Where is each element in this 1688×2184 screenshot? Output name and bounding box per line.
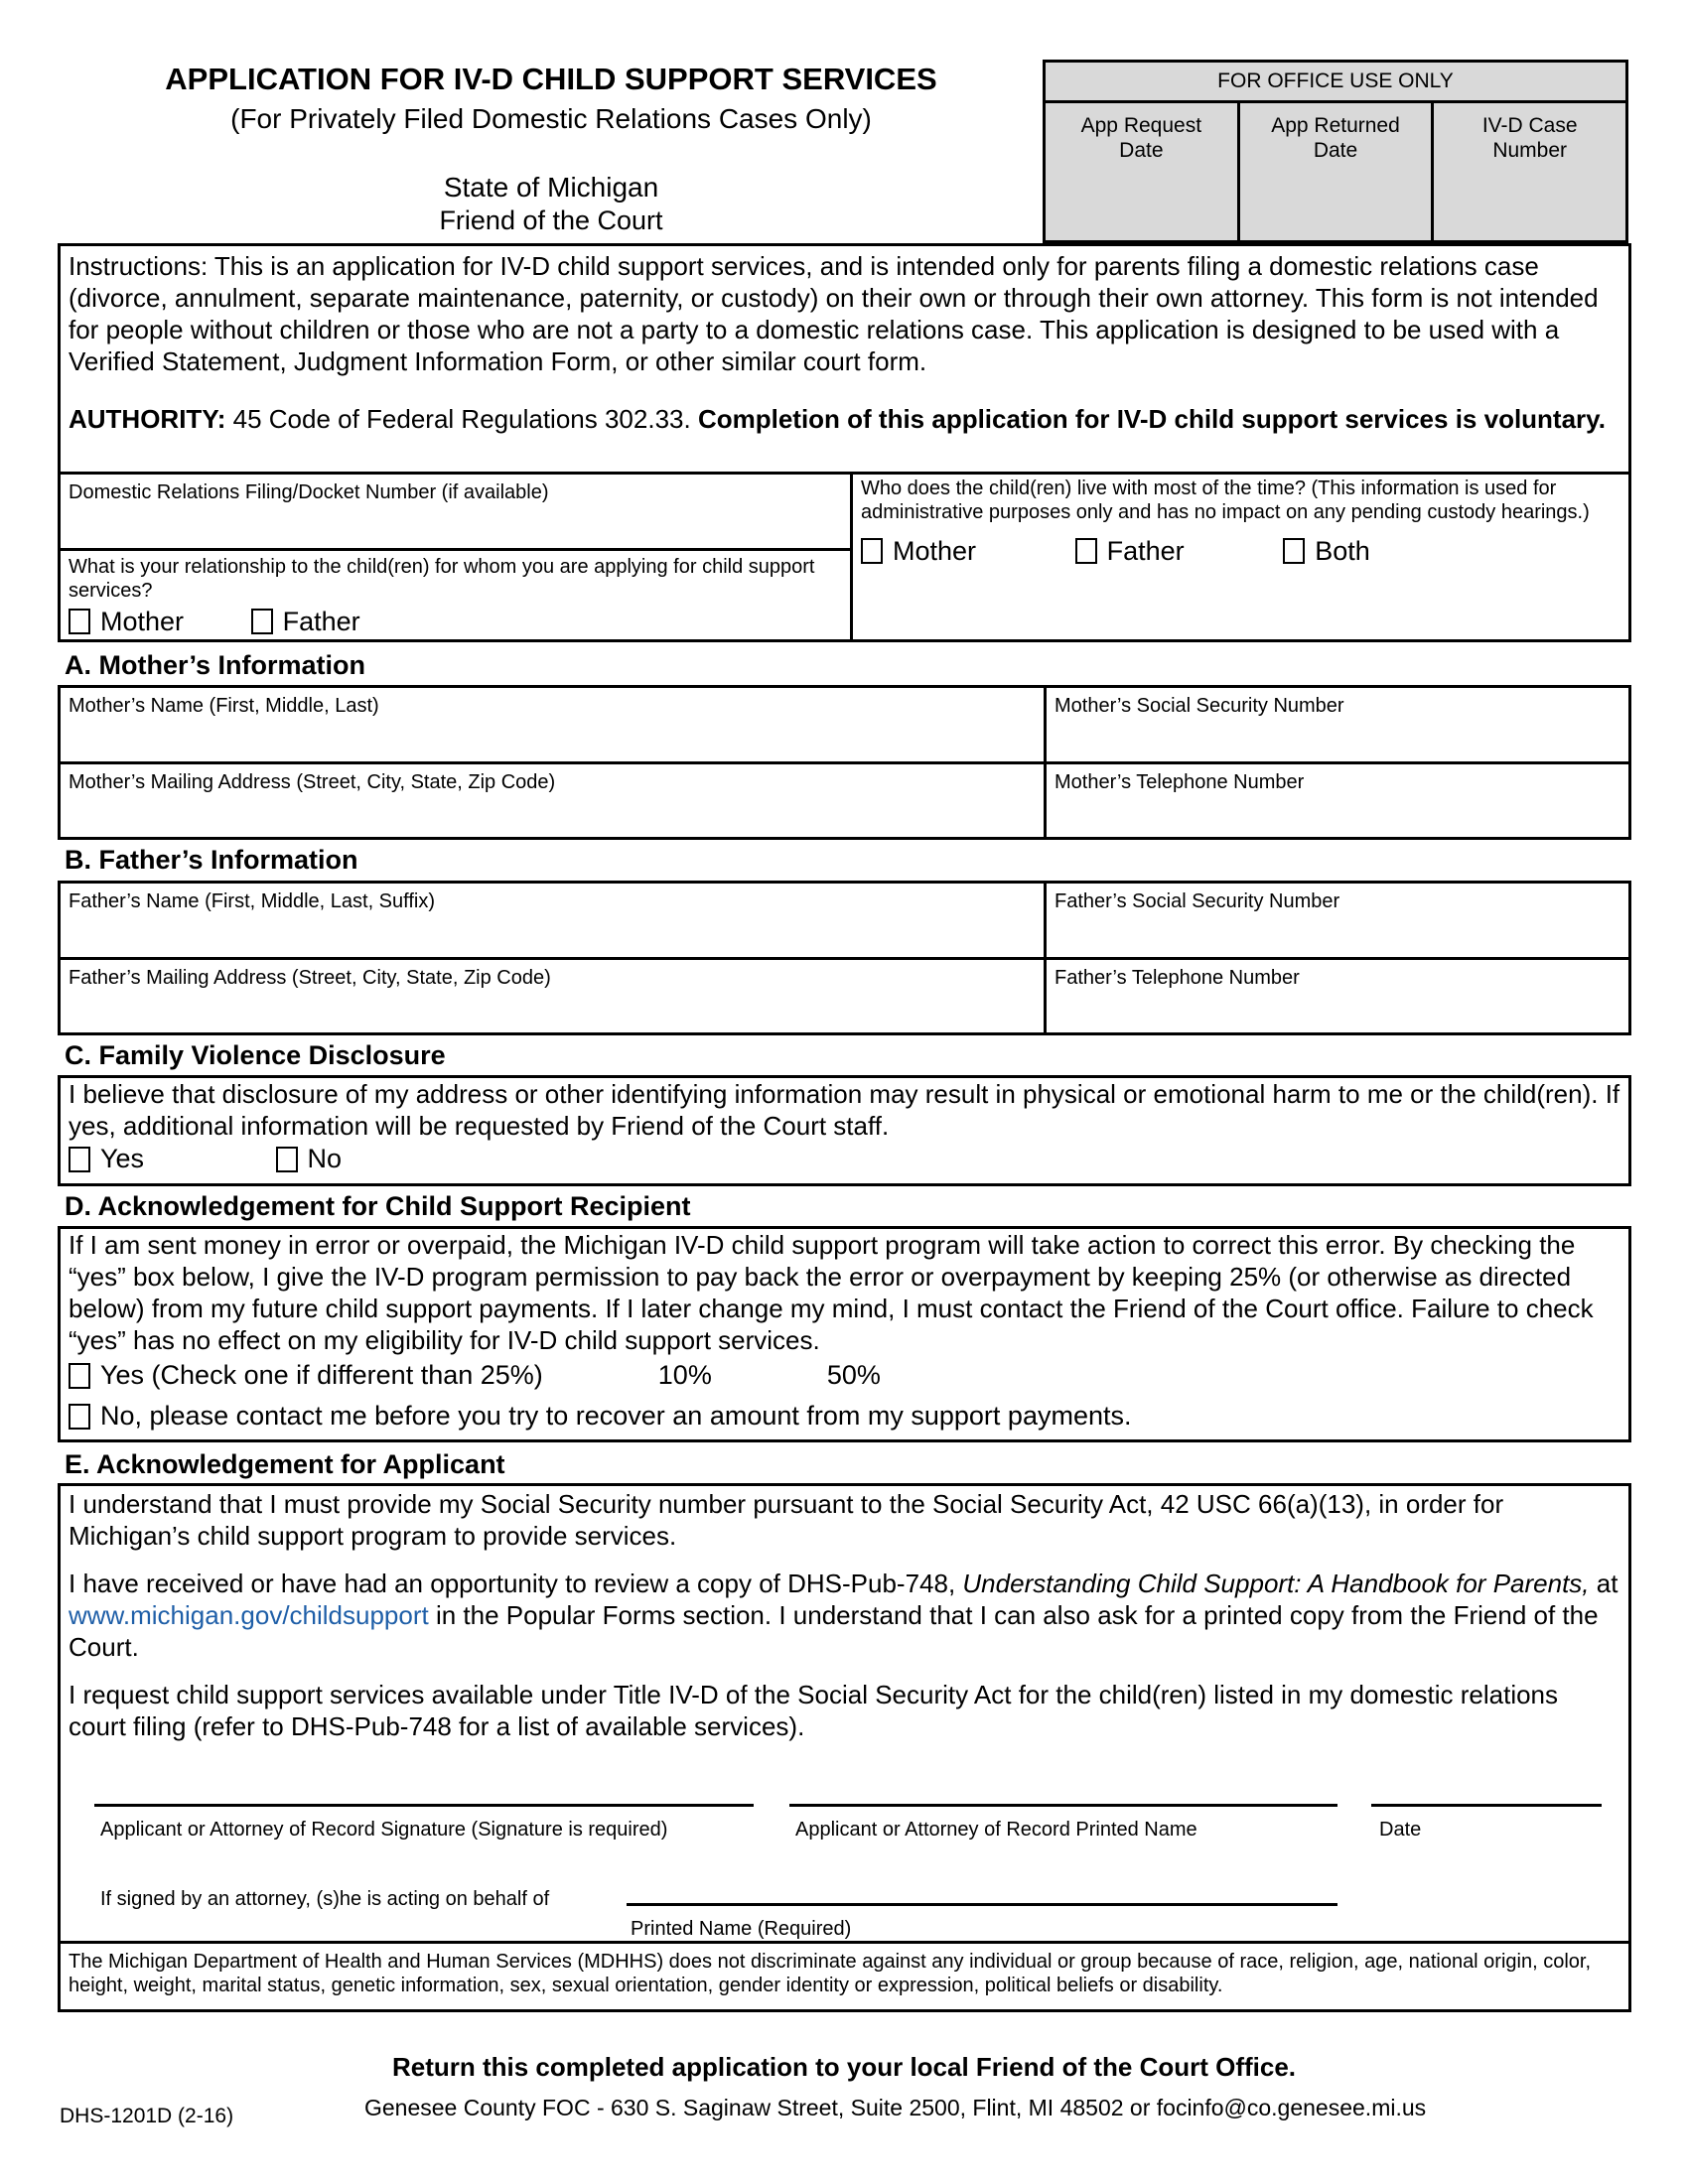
handbook-title: Understanding Child Support: A Handbook for Parents, [962,1569,1590,1598]
ivd-case-number-field[interactable] [1434,103,1625,243]
foc-address: Genesee County FOC - 630 S. Saginaw Street, Suite 2500, Flint, MI 48502 or focinfo@co.genesee.mi.us [364,2095,1427,2120]
mother-address-field[interactable] [61,764,1044,837]
father-ssn-label: Father’s Social Security Number [1055,890,1340,912]
lives-with-question-text: Who does the child(ren) live with most of the time? (This information is used for administrative purposes only and has no impact on any pending custody hearings.) [861,478,1590,523]
checkbox-icon[interactable] [69,1363,90,1389]
recoup-no-checkbox[interactable] [69,1401,1132,1432]
nondiscrimination-box [58,1941,1631,2012]
option-label: Yes (Check one if different than 25%) [100,1360,543,1390]
app-request-date-field[interactable] [1046,103,1240,243]
mother-phone-label: Mother’s Telephone Number [1055,771,1305,793]
lives-with-father-checkbox[interactable] [1075,538,1185,564]
lives-with-question [853,475,1627,639]
return-instruction: Return this completed application to your local Friend of the Court Office. [391,2052,1297,2082]
instructions-box [58,243,1631,475]
father-address-label: Father’s Mailing Address (Street, City, State, Zip Code) [69,967,551,989]
behalf-printed-label: Printed Name (Required) [631,1918,852,1940]
checkbox-icon[interactable] [69,1404,90,1430]
authority-label: AUTHORITY: [69,404,226,434]
form-id: DHS-1201D (2-16) [60,2105,234,2127]
father-phone-field[interactable] [1047,960,1627,1032]
option-label: Mother [893,536,977,566]
office-use-box [1043,60,1628,243]
lives-with-both-checkbox[interactable] [1283,538,1370,564]
mother-ssn-label: Mother’s Social Security Number [1055,695,1344,717]
section-a-heading: A. Mother’s Information [65,650,365,680]
relationship-mother-checkbox[interactable] [69,609,184,634]
option-label: Both [1315,536,1370,566]
case-number-label-2: Number [1492,139,1568,162]
option-label: Mother [100,607,185,636]
signature-line[interactable] [94,1804,754,1807]
violence-no-checkbox[interactable] [276,1144,343,1174]
form-title: APPLICATION FOR IV-D CHILD SUPPORT SERVICES [165,62,937,96]
checkbox-icon[interactable] [251,609,273,634]
mother-name-label: Mother’s Name (First, Middle, Last) [69,695,379,717]
printed-name-label: Applicant or Attorney of Record Printed Name [795,1819,1197,1841]
recoup-yes-checkbox[interactable] [69,1360,543,1391]
app-returned-label-2: Date [1313,139,1358,162]
authority-citation: 45 Code of Federal Regulations 302.33. [225,404,698,434]
section-d-heading: D. Acknowledgement for Child Support Recipient [65,1191,691,1221]
checkbox-icon[interactable] [276,1147,298,1172]
app-returned-label: App Returned [1271,114,1400,137]
checkbox-icon[interactable] [69,1147,90,1172]
form-subtitle: (For Privately Filed Domestic Relations Cases Only) [230,103,872,134]
applicant-ack-box [58,1483,1631,1944]
father-name-label: Father’s Name (First, Middle, Last, Suffix) [69,890,436,912]
mother-info-box [58,685,1631,840]
ssn-ack-text: I understand that I must provide my Social Security number pursuant to the Social Security Act, 42 USC 66(a)(13), in order for Michigan’s child support program to provide services. [69,1489,1504,1551]
pct-10-option[interactable]: 10% [657,1360,712,1390]
mother-ssn-field[interactable] [1047,688,1627,761]
authority-text [69,403,1620,435]
option-label: Father [282,607,360,636]
relationship-question-text: What is your relationship to the child(ren) for whom you are applying for child support services? [69,556,815,602]
office-name: Friend of the Court [439,205,663,235]
father-name-field[interactable] [61,884,1044,957]
section-e-heading: E. Acknowledgement for Applicant [65,1449,505,1479]
handbook-text-a: I have received or have had an opportunity to review a copy of DHS-Pub-748, [69,1569,963,1598]
checkbox-icon[interactable] [1075,538,1097,564]
case-number-label: IV-D Case [1481,114,1578,137]
father-phone-label: Father’s Telephone Number [1055,967,1300,989]
family-violence-box [58,1075,1631,1186]
pct-50-option[interactable]: 50% [826,1360,881,1390]
father-address-field[interactable] [61,960,1044,1032]
father-ssn-field[interactable] [1047,884,1627,957]
request-services-text: I request child support services available under Title IV-D of the Social Security Act for the child(ren) listed in my domestic relations court filing (refer to DHS-Pub-748 for a list of available services). [69,1680,1559,1741]
recipient-ack-box [58,1226,1631,1442]
option-label: No, please contact me before you try to recover an amount from my support payments. [100,1401,1132,1431]
violence-yes-checkbox[interactable] [69,1144,144,1174]
signature-label: Applicant or Attorney of Record Signature (Signature is required) [100,1819,668,1841]
handbook-text-c: in the Popular Forms section. I understand that I can also ask for a printed copy from the Friend of the Court. [69,1600,1599,1662]
relationship-question [61,551,850,640]
case-info-box [58,472,1631,642]
app-request-label-2: Date [1119,139,1164,162]
mother-name-field[interactable] [61,688,1044,761]
date-line[interactable] [1371,1804,1602,1807]
childsupport-link[interactable]: www.michigan.gov/childsupport [69,1600,429,1630]
family-violence-text: I believe that disclosure of my address or other identifying information may result in physical or emotional harm to me or the child(ren). If yes, additional information will be requested by Friend of the Court staff. [69,1079,1620,1141]
relationship-father-checkbox[interactable] [251,609,360,634]
docket-number-field[interactable] [61,475,850,548]
behalf-name-line[interactable] [627,1903,1337,1906]
state-name: State of Michigan [443,172,659,203]
option-label: Father [1106,536,1185,566]
app-request-label: App Request [1080,114,1202,137]
nondiscrimination-text: The Michigan Department of Health and Human Services (MDHHS) does not discriminate against any individual or group because of race, religion, age, national origin, color, height, weight, marital status, genetic information, sex, sexual orientation, gender identity or expression, political beliefs or disability. [69,1951,1592,1996]
behalf-label: If signed by an attorney, (s)he is acting on behalf of [100,1888,550,1910]
section-c-heading: C. Family Violence Disclosure [65,1040,446,1070]
father-info-box [58,881,1631,1035]
option-label: No [307,1144,343,1173]
authority-voluntary: Completion of this application for IV-D child support services is voluntary. [697,404,1606,434]
mother-phone-field[interactable] [1047,764,1627,837]
handbook-text-b: at [1589,1569,1618,1598]
date-label: Date [1379,1819,1422,1841]
checkbox-icon[interactable] [861,538,883,564]
checkbox-icon[interactable] [69,609,90,634]
mother-address-label: Mother’s Mailing Address (Street, City, State, Zip Code) [69,771,556,793]
lives-with-mother-checkbox[interactable] [861,538,976,564]
recipient-ack-text: If I am sent money in error or overpaid, the Michigan IV-D child support program will take action to correct this error. By checking the “yes” box below, I give the IV-D program permission to pay back the error or overpayment by keeping 25% (or otherwise as directed below) from my future child support payments. If I later change my mind, I must contact the Friend of the Court office. Failure to check “yes” has no effect on my eligibility for IV-D child support services. [69,1230,1594,1355]
section-b-heading: B. Father’s Information [65,845,358,875]
handbook-ack-text [69,1568,1620,1663]
instructions-text: Instructions: This is an application for IV-D child support services, and is intended only for parents filing a domestic relations case (divorce, annulment, separate maintenance, paternity, or custody) on their own or through their own attorney. This form is not intended for people without children or those who are not a party to a domestic relations case. This application is designed to be used with a Verified Statement, Judgment Information Form, or other similar court form. [69,251,1599,376]
office-use-heading: FOR OFFICE USE ONLY [1046,63,1625,103]
option-label: Yes [100,1144,145,1173]
docket-number-label: Domestic Relations Filing/Docket Number (if available) [69,481,549,503]
printed-name-line[interactable] [789,1804,1337,1807]
checkbox-icon[interactable] [1283,538,1305,564]
app-returned-date-field[interactable] [1240,103,1435,243]
